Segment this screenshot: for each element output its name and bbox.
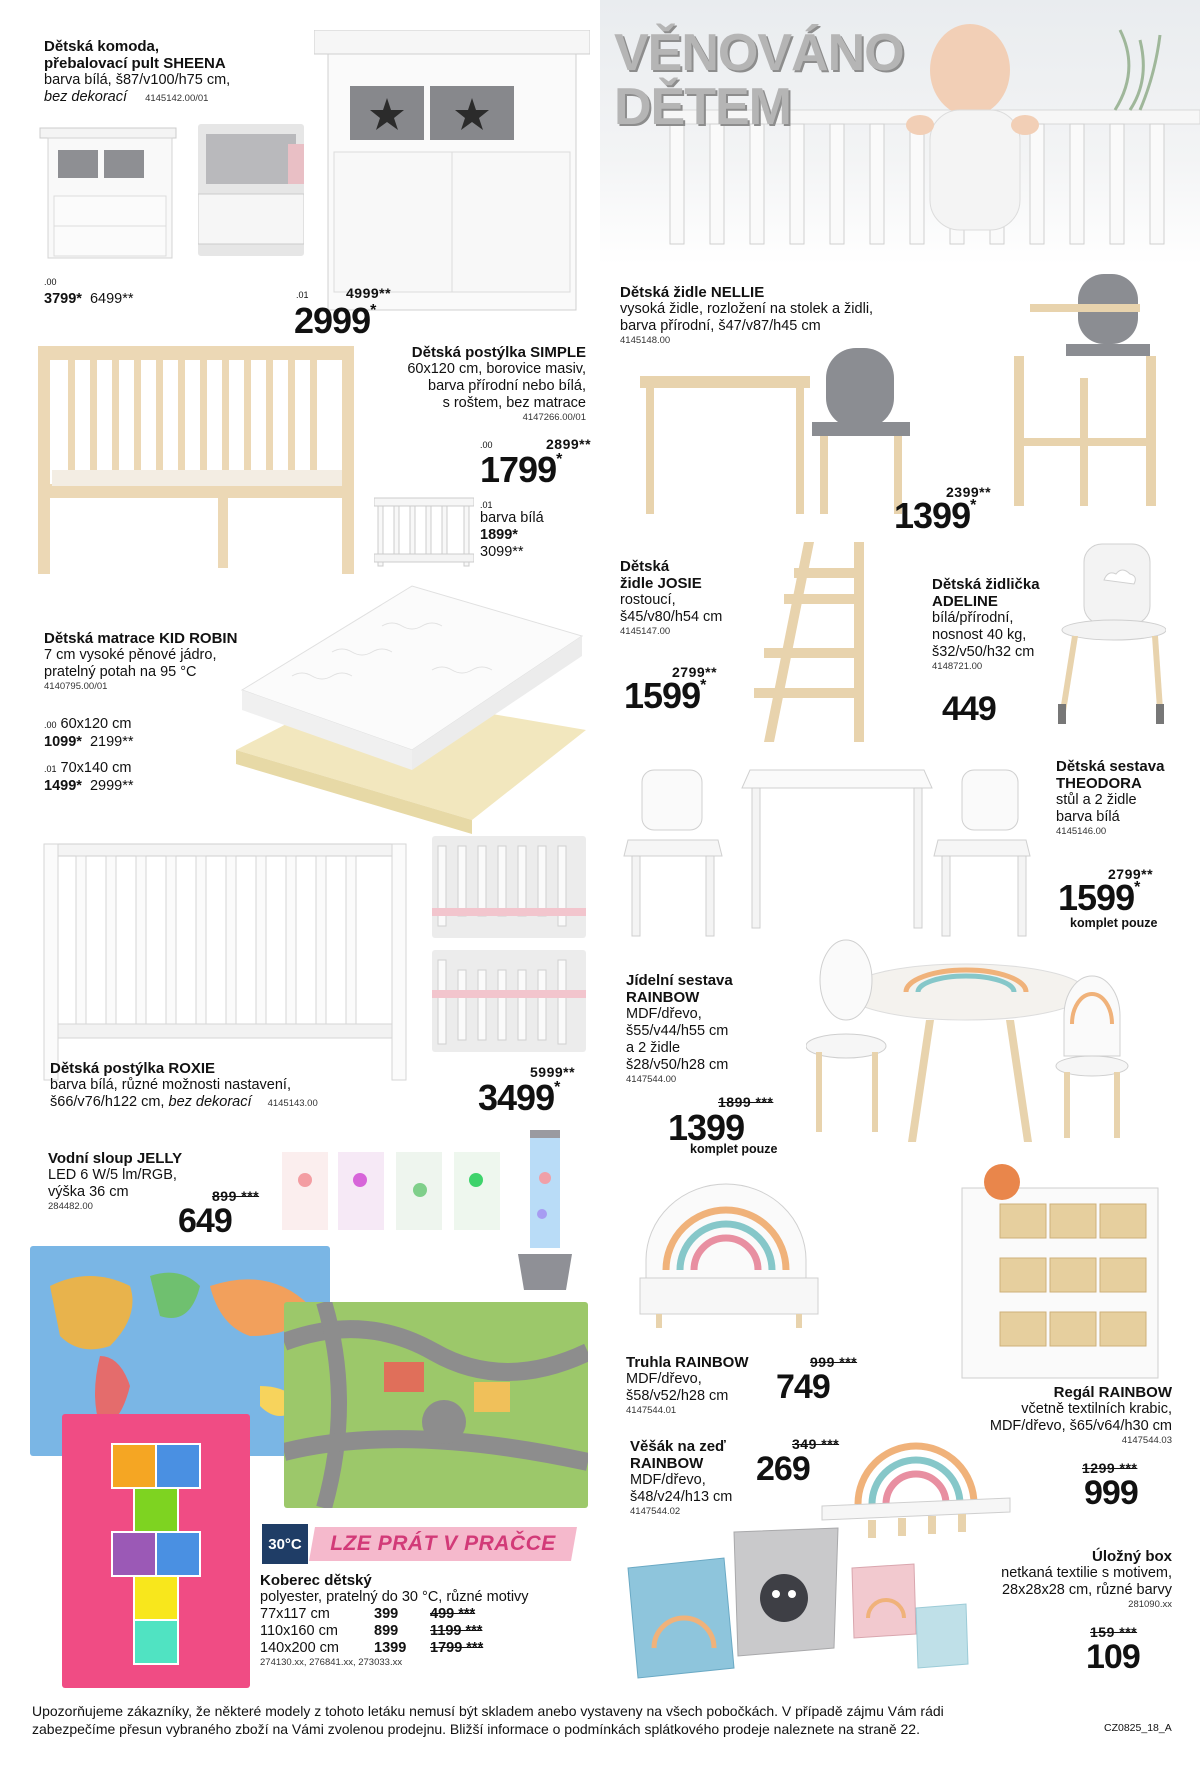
old-price: 899 *** — [212, 1188, 260, 1204]
page-code: CZ0825_18_A — [1104, 1722, 1172, 1734]
product-code: 4145148.00 — [620, 335, 671, 346]
old-price: 6499** — [89, 291, 134, 307]
old-price: 2399** — [946, 484, 992, 500]
product-desc: š32/v50/h32 cm — [932, 644, 1035, 660]
product-desc: barva přírodní nebo bílá, — [428, 378, 586, 394]
product-code: 4145143.00 — [267, 1098, 318, 1109]
variant-suffix: .00 — [44, 720, 57, 730]
theodora-set-image — [622, 760, 1038, 944]
price: 1399 — [894, 495, 971, 536]
product-desc: š55/v44/h55 cm — [626, 1023, 729, 1039]
product-name: Věšák na zeď — [630, 1438, 726, 1455]
price: 399 — [374, 1606, 399, 1622]
product-desc: š45/v80/h54 cm — [620, 609, 723, 625]
product-desc: š58/v52/h28 cm — [626, 1388, 729, 1404]
josie-chair-image — [744, 538, 880, 746]
product-desc: MDF/dřevo, — [630, 1472, 706, 1488]
product-name: přebalovací pult SHEENA — [44, 55, 226, 72]
regal-shelf-image — [960, 1158, 1160, 1388]
wash-text-label: LZE PRÁT V PRAČCE — [330, 1532, 556, 1555]
price: 999 — [1084, 1474, 1138, 1512]
hero-title: VĚNOVÁNO DĚTEM — [614, 24, 904, 136]
koberec-row — [260, 1640, 580, 1657]
old-price: 349 *** — [792, 1436, 840, 1452]
price: 1899* — [480, 527, 518, 543]
product-name: Dětská židle NELLIE — [620, 284, 765, 301]
product-name: Dětská matrace KID ROBIN — [44, 630, 238, 647]
price: 1499* — [44, 778, 82, 794]
price: 3499 — [478, 1077, 555, 1118]
rug-hopscotch-image — [62, 1414, 250, 1688]
product-truhla — [626, 1354, 796, 1417]
variant-suffix: .00 — [44, 277, 57, 287]
size: 110x160 cm — [260, 1623, 338, 1639]
product-desc: š28/v50/h28 cm — [626, 1057, 729, 1073]
variant-suffix: .01 — [480, 500, 493, 510]
nellie-table-chair-image — [636, 342, 916, 518]
product-box — [956, 1548, 1172, 1611]
roxie-price — [478, 1077, 560, 1118]
product-name: Úložný box — [1091, 1548, 1172, 1565]
product-desc: barva bílá — [480, 510, 544, 526]
product-code: 284482.00 — [48, 1201, 93, 1212]
product-name: Dětská postýlka SIMPLE — [411, 344, 586, 361]
price-mark: * — [970, 497, 976, 514]
size: 140x200 cm — [260, 1640, 339, 1656]
product-code: 4148721.00 — [932, 661, 983, 672]
product-desc: barva přírodní, š47/v87/h45 cm — [620, 318, 821, 334]
product-desc: barva bílá, různé možnosti nastavení, — [50, 1077, 291, 1093]
product-desc-italic: bez dekorací — [44, 89, 128, 105]
product-name: Truhla RAINBOW — [626, 1354, 749, 1371]
simple-white-crib-image — [374, 494, 474, 572]
product-code: 4145142.00/01 — [145, 93, 209, 104]
old-price: 2799** — [672, 664, 718, 680]
simple-crib-image — [38, 346, 354, 574]
price: 1099* — [44, 734, 82, 750]
old-price: 4999** — [346, 285, 392, 301]
product-name: židle JOSIE — [620, 575, 702, 592]
product-desc: barva bílá — [1056, 809, 1120, 825]
nellie-price — [894, 495, 976, 536]
roxie-crib-image — [40, 834, 410, 1084]
product-name: THEODORA — [1056, 775, 1142, 792]
product-roxie — [50, 1060, 400, 1111]
product-name: Dětská komoda, — [44, 38, 160, 55]
price: 1399 — [374, 1640, 407, 1656]
product-desc: a 2 židle — [626, 1040, 681, 1056]
product-desc: bílá/přírodní, — [932, 610, 1014, 626]
price: 109 — [1086, 1638, 1140, 1676]
price: 1399 — [668, 1107, 745, 1148]
theodora-price — [1058, 877, 1140, 918]
product-theodora — [1056, 758, 1186, 838]
koberec-row — [260, 1606, 580, 1623]
price: 1599 — [1058, 877, 1135, 918]
price-note: komplet pouze — [690, 1142, 778, 1156]
product-name: Regál RAINBOW — [1053, 1384, 1172, 1401]
sheena-small-image — [38, 122, 178, 268]
product-code: 4147266.00/01 — [522, 412, 586, 423]
product-desc: stůl a 2 židle — [1056, 792, 1137, 808]
kidrobin-00-price-row — [44, 734, 134, 751]
product-desc: 7 cm vysoké pěnové jádro, — [44, 647, 217, 663]
rug-city-roads-image — [284, 1302, 588, 1508]
kidrobin-01-price-row — [44, 778, 134, 795]
product-desc: 60x120 cm, borovice masiv, — [407, 361, 586, 377]
footer-disclaimer — [32, 1702, 1112, 1738]
product-code: 274130.xx, 276841.xx, 273033.xx — [260, 1657, 403, 1668]
footer-line: zabezpečíme přesun vybraného zboží na Vámi zvolenou prodejnu. Bližší informace o podmínkách splátkového prodeje naleznete na straně 22. — [32, 1721, 920, 1737]
product-code: 4145146.00 — [1056, 826, 1107, 837]
sheena-01-price — [294, 300, 376, 341]
koberec-row — [260, 1623, 580, 1640]
footer-line: Upozorňujeme zákazníky, že některé modely z tohoto letáku nemusí být skladem anebo vystaveny na všech pobočkách. V případě zájmu Vám rádi — [32, 1703, 944, 1719]
product-code: 4147544.02 — [630, 1506, 681, 1517]
product-desc: nosnost 40 kg, — [932, 627, 1027, 643]
simple-00-price — [480, 449, 562, 490]
adeline-chair-image — [1056, 540, 1166, 726]
product-desc: pratelný potah na 95 °C — [44, 664, 197, 680]
jelly-lamp-image — [512, 1128, 578, 1294]
product-name: Dětská postýlka ROXIE — [50, 1060, 216, 1077]
old-price: 2799** — [1108, 866, 1154, 882]
price: 2999 — [294, 300, 371, 341]
price: 749 — [776, 1368, 830, 1406]
product-sheena — [44, 38, 304, 106]
product-desc: vysoká židle, rozložení na stolek a židli, — [620, 301, 874, 317]
price: 899 — [374, 1623, 399, 1639]
wash-temp-box: 30°C — [262, 1524, 308, 1564]
price-mark: * — [556, 451, 562, 468]
old-price: 2199** — [89, 734, 134, 750]
product-nellie — [620, 284, 930, 347]
old-price: 2999** — [89, 778, 134, 794]
sheena-main-image — [314, 30, 590, 316]
product-desc: netkaná textilie s motivem, — [1001, 1565, 1172, 1581]
product-name: RAINBOW — [630, 1455, 704, 1472]
size: 60x120 cm — [60, 716, 132, 732]
product-name: Vodní sloup JELLY — [48, 1150, 183, 1167]
product-code: 4145147.00 — [620, 626, 671, 637]
product-desc: polyester, pratelný do 30 °C, různé motivy — [260, 1589, 529, 1605]
product-name: Dětská — [620, 558, 670, 575]
product-name: Dětská židlička — [932, 576, 1040, 593]
product-code: 4147544.03 — [1121, 1435, 1172, 1446]
product-simple — [354, 344, 586, 424]
old-price: 159 *** — [1090, 1624, 1138, 1640]
product-desc: MDF/dřevo, — [626, 1006, 702, 1022]
roxie-detail-image-1 — [432, 836, 586, 938]
price: 269 — [756, 1450, 810, 1488]
old-price: 2899** — [546, 436, 592, 452]
size: 77x117 cm — [260, 1606, 330, 1622]
price-note: komplet pouze — [1070, 916, 1158, 930]
price: 1799 — [480, 449, 557, 490]
product-regal — [900, 1384, 1172, 1447]
product-desc: LED 6 W/5 lm/RGB, — [48, 1167, 177, 1183]
simple-01-block — [480, 500, 544, 561]
product-desc: 28x28x28 cm, různé barvy — [1001, 1582, 1172, 1598]
old-price: 1199 *** — [430, 1623, 483, 1639]
roxie-detail-image-2 — [432, 950, 586, 1052]
product-koberec — [260, 1572, 580, 1669]
product-desc: š66/v76/h122 cm, — [50, 1094, 165, 1110]
old-price: 1799 *** — [430, 1640, 484, 1656]
product-josie — [620, 558, 750, 638]
variant-suffix: .01 — [296, 290, 309, 300]
product-desc: MDF/dřevo, — [626, 1371, 702, 1387]
variant-suffix: .01 — [44, 764, 57, 774]
product-desc: včetně textilních krabic, — [1021, 1401, 1172, 1417]
nellie-high-chair-image — [1010, 268, 1160, 512]
product-code: 4147544.00 — [626, 1074, 677, 1085]
product-desc: MDF/dřevo, š65/v64/h30 cm — [989, 1418, 1172, 1434]
product-code: 281090.xx — [1128, 1599, 1172, 1610]
jelly-color-tiles-image — [280, 1150, 504, 1232]
product-desc: s roštem, bez matrace — [442, 395, 586, 411]
product-desc-italic: bez dekorací — [168, 1094, 252, 1110]
old-price: 5999** — [530, 1064, 576, 1080]
storage-box-image — [624, 1518, 972, 1684]
old-price: 499 *** — [430, 1606, 476, 1622]
josie-price — [624, 675, 706, 716]
product-desc: rostoucí, — [620, 592, 676, 608]
product-desc: barva bílá, š87/v100/h75 cm, — [44, 72, 231, 88]
product-code: 4147544.01 — [626, 1405, 677, 1416]
price: 1599 — [624, 675, 701, 716]
product-name: Jídelní sestava — [626, 972, 733, 989]
sheena-00-price-row — [44, 291, 134, 308]
product-name: Dětská sestava — [1056, 758, 1165, 775]
truhla-image — [636, 1180, 822, 1330]
sheena-detail-image — [198, 124, 304, 256]
washable-badge — [262, 1524, 580, 1564]
product-desc: výška 36 cm — [48, 1184, 129, 1200]
product-code: 4140795.00/01 — [44, 681, 108, 692]
price: 649 — [178, 1202, 232, 1240]
old-price: 999 *** — [810, 1354, 858, 1370]
price-mark: * — [700, 677, 706, 694]
variant-suffix: .00 — [480, 440, 493, 450]
price: 3799* — [44, 291, 82, 307]
price-mark: * — [554, 1079, 560, 1096]
mattress-image — [232, 580, 586, 834]
size: 70x140 cm — [60, 760, 132, 776]
old-price: 3099** — [480, 544, 524, 560]
product-name: Koberec dětský — [260, 1572, 372, 1589]
product-rainbow-set — [626, 972, 776, 1086]
old-price: 1299 *** — [1082, 1460, 1138, 1476]
product-adeline — [932, 576, 1062, 673]
rainbow-set-image — [806, 926, 1130, 1144]
kidrobin-01-row — [44, 760, 131, 778]
price-mark: * — [370, 302, 376, 319]
product-name: ADELINE — [932, 593, 998, 610]
kidrobin-00-row — [44, 716, 131, 734]
old-price: 1899 *** — [718, 1094, 774, 1110]
product-desc: š48/v24/h13 cm — [630, 1489, 733, 1505]
price-mark: * — [1134, 879, 1140, 896]
product-name: RAINBOW — [626, 989, 700, 1006]
price: 449 — [942, 690, 996, 728]
